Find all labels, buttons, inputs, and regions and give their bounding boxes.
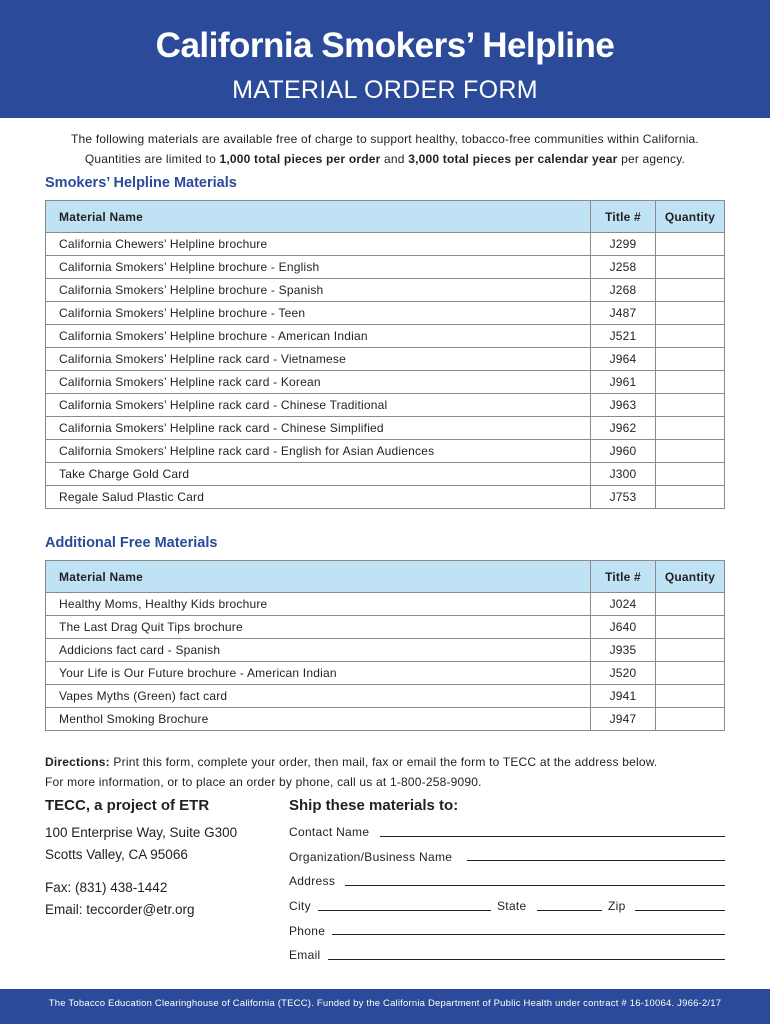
directions-label: Directions: — [45, 755, 110, 769]
city-field[interactable] — [318, 910, 491, 911]
table-row — [46, 593, 725, 616]
quantity-cell[interactable] — [656, 371, 725, 394]
material-title-code: J961 — [591, 371, 656, 394]
material-title-code: J963 — [591, 394, 656, 417]
material-name: California Smokers’ Helpline rack card - English for Asian Audiences — [46, 440, 591, 463]
zip-field[interactable] — [635, 910, 725, 911]
quantity-cell[interactable] — [656, 708, 725, 731]
organization-label: Organization/Business Name — [289, 850, 453, 864]
material-name: California Smokers’ Helpline rack card - Chinese Traditional — [46, 394, 591, 417]
zip-label: Zip — [608, 899, 626, 913]
tecc-fax: Fax: (831) 438-1442 — [45, 880, 168, 895]
table-row — [46, 685, 725, 708]
material-name: California Smokers’ Helpline rack card - Korean — [46, 371, 591, 394]
quantity-cell[interactable] — [656, 440, 725, 463]
intro-limit-order: 1,000 total pieces per order — [219, 152, 381, 166]
material-title-code: J640 — [591, 616, 656, 639]
state-field[interactable] — [537, 910, 602, 911]
intro-line-1: The following materials are available free of charge to support healthy, tobacco-free communities within California. — [71, 132, 699, 146]
page-header — [0, 0, 770, 118]
additional-materials-table — [45, 560, 725, 731]
material-title-code: J947 — [591, 708, 656, 731]
additional-table-body — [46, 593, 725, 731]
material-title-code: J964 — [591, 348, 656, 371]
column-header-title: Title # — [591, 561, 656, 593]
table-row — [46, 394, 725, 417]
table-row — [46, 639, 725, 662]
quantity-cell[interactable] — [656, 463, 725, 486]
tecc-title: TECC, a project of ETR — [45, 797, 210, 814]
column-header-title: Title # — [591, 201, 656, 233]
address-label: Address — [289, 874, 336, 888]
material-title-code: J299 — [591, 233, 656, 256]
material-name: California Smokers’ Helpline brochure - Teen — [46, 302, 591, 325]
directions-line-1 — [45, 752, 657, 772]
section-heading-additional: Additional Free Materials — [45, 535, 218, 551]
table-row — [46, 302, 725, 325]
table-header-row — [46, 561, 725, 593]
material-name: California Smokers’ Helpline brochure - English — [46, 256, 591, 279]
material-title-code: J024 — [591, 593, 656, 616]
table-row — [46, 486, 725, 509]
quantity-cell[interactable] — [656, 593, 725, 616]
page-footer: The Tobacco Education Clearinghouse of California (TECC). Funded by the California Department of Public Health under contract # 16-10064. J966-2/17 — [0, 989, 770, 1024]
table-row — [46, 348, 725, 371]
city-label: City — [289, 899, 311, 913]
material-title-code: J300 — [591, 463, 656, 486]
tecc-email: Email: teccorder@etr.org — [45, 902, 195, 917]
quantity-cell[interactable] — [656, 302, 725, 325]
tecc-address-line-1: 100 Enterprise Way, Suite G300 — [45, 825, 238, 840]
material-name: Healthy Moms, Healthy Kids brochure — [46, 593, 591, 616]
page-title: California Smokers’ Helpline — [155, 26, 615, 65]
intro-text-part: per agency. — [617, 152, 686, 166]
tecc-address-line-2: Scotts Valley, CA 95066 — [45, 847, 188, 862]
material-title-code: J487 — [591, 302, 656, 325]
page-subtitle: MATERIAL ORDER FORM — [232, 76, 538, 104]
directions-line-2: For more information, or to place an order by phone, call us at 1-800-258-9090. — [45, 775, 482, 789]
helpline-table-body — [46, 233, 725, 509]
quantity-cell[interactable] — [656, 417, 725, 440]
contact-name-label: Contact Name — [289, 825, 370, 839]
quantity-cell[interactable] — [656, 486, 725, 509]
column-header-material: Material Name — [46, 201, 591, 233]
directions-text: Print this form, complete your order, then mail, fax or email the form to TECC at the address below. — [109, 755, 658, 769]
table-row — [46, 662, 725, 685]
contact-name-field[interactable] — [380, 836, 725, 837]
material-title-code: J935 — [591, 639, 656, 662]
quantity-cell[interactable] — [656, 616, 725, 639]
material-name: California Smokers’ Helpline rack card - Chinese Simplified — [46, 417, 591, 440]
table-row — [46, 440, 725, 463]
table-row — [46, 371, 725, 394]
material-title-code: J521 — [591, 325, 656, 348]
material-name: Vapes Myths (Green) fact card — [46, 685, 591, 708]
helpline-materials-table — [45, 200, 725, 509]
intro-line-2 — [0, 149, 770, 169]
column-header-quantity: Quantity — [656, 561, 725, 593]
material-name: Menthol Smoking Brochure — [46, 708, 591, 731]
quantity-cell[interactable] — [656, 325, 725, 348]
state-label: State — [497, 899, 527, 913]
material-name: California Smokers’ Helpline rack card - Vietnamese — [46, 348, 591, 371]
intro-text-part: Quantities are limited to — [84, 152, 220, 166]
table-row — [46, 279, 725, 302]
material-title-code: J268 — [591, 279, 656, 302]
email-field[interactable] — [328, 959, 725, 960]
column-header-material: Material Name — [46, 561, 591, 593]
email-label: Email — [289, 948, 321, 962]
column-header-quantity: Quantity — [656, 201, 725, 233]
material-title-code: J753 — [591, 486, 656, 509]
directions — [45, 752, 657, 792]
material-title-code: J941 — [591, 685, 656, 708]
material-name: California Smokers’ Helpline brochure - Spanish — [46, 279, 591, 302]
material-name: Take Charge Gold Card — [46, 463, 591, 486]
phone-label: Phone — [289, 924, 326, 938]
material-title-code: J520 — [591, 662, 656, 685]
quantity-cell[interactable] — [656, 348, 725, 371]
quantity-cell[interactable] — [656, 279, 725, 302]
intro-text — [0, 129, 770, 169]
table-row — [46, 325, 725, 348]
table-header-row — [46, 201, 725, 233]
address-field[interactable] — [345, 885, 725, 886]
table-row — [46, 256, 725, 279]
table-row — [46, 417, 725, 440]
material-name: Addicions fact card - Spanish — [46, 639, 591, 662]
organization-field[interactable] — [467, 860, 725, 861]
material-name: Regale Salud Plastic Card — [46, 486, 591, 509]
section-heading-helpline: Smokers’ Helpline Materials — [45, 175, 237, 191]
quantity-cell[interactable] — [656, 233, 725, 256]
table-row — [46, 463, 725, 486]
material-name: California Chewers’ Helpline brochure — [46, 233, 591, 256]
quantity-cell[interactable] — [656, 394, 725, 417]
material-name: California Smokers’ Helpline brochure - American Indian — [46, 325, 591, 348]
quantity-cell[interactable] — [656, 639, 725, 662]
material-title-code: J962 — [591, 417, 656, 440]
table-row — [46, 616, 725, 639]
material-title-code: J960 — [591, 440, 656, 463]
table-row — [46, 233, 725, 256]
intro-text-part: and — [380, 152, 409, 166]
ship-to-title: Ship these materials to: — [289, 797, 459, 814]
material-title-code: J258 — [591, 256, 656, 279]
intro-limit-year: 3,000 total pieces per calendar year — [408, 152, 618, 166]
material-name: Your Life is Our Future brochure - American Indian — [46, 662, 591, 685]
phone-field[interactable] — [332, 934, 725, 935]
table-row — [46, 708, 725, 731]
quantity-cell[interactable] — [656, 662, 725, 685]
quantity-cell[interactable] — [656, 685, 725, 708]
quantity-cell[interactable] — [656, 256, 725, 279]
material-name: The Last Drag Quit Tips brochure — [46, 616, 591, 639]
